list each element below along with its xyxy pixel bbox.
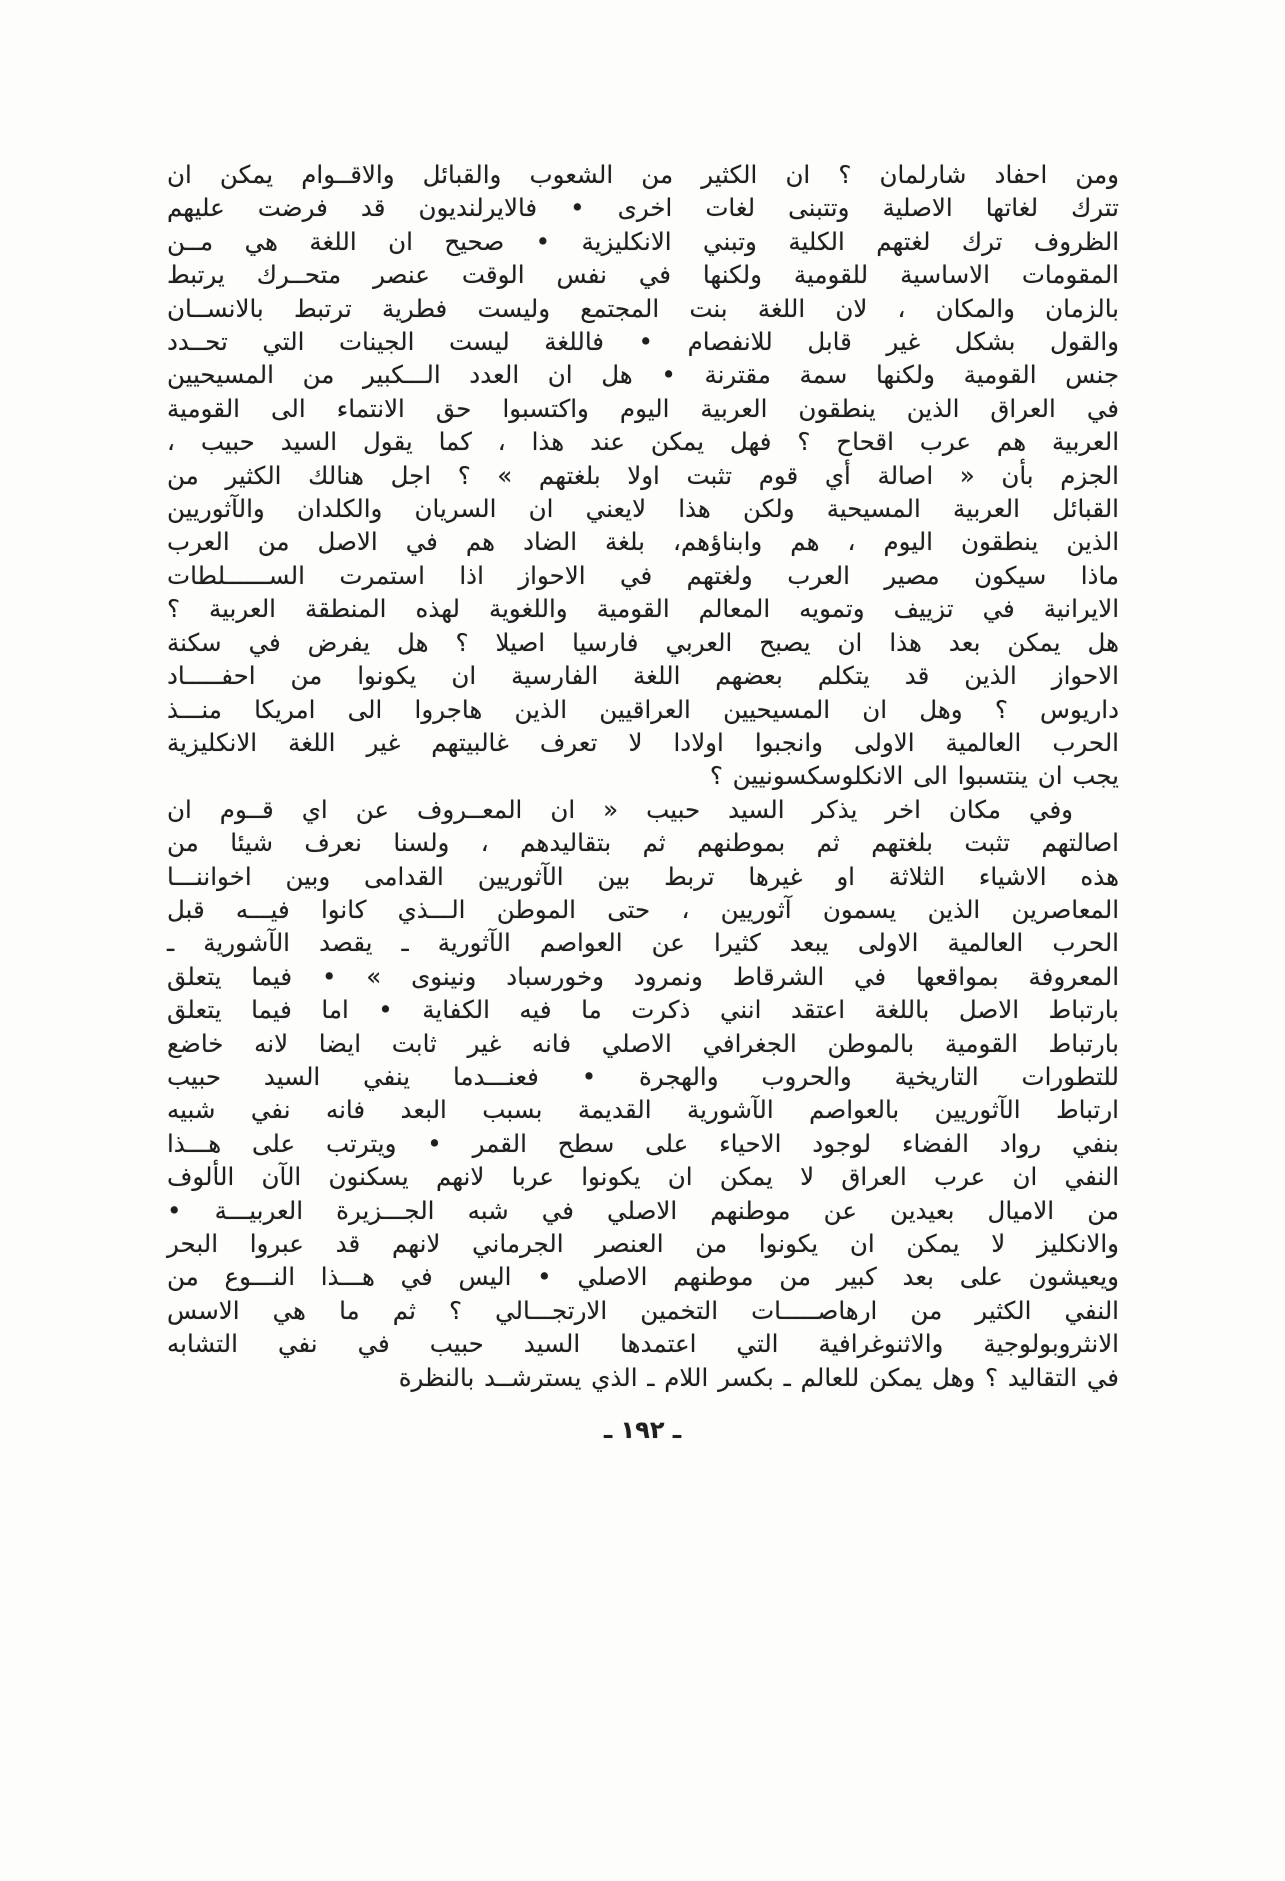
text-line: هذه الاشياء الثلاثة او غيرها تربط بين الآثوريين القدامى وبين اخواننـــا	[167, 861, 1119, 891]
text-line: الحرب العالمية الاولى يبعد كثيرا عن العواصم الآثورية ـ يقصد الآشورية ـ	[167, 928, 1119, 958]
text-line: يجب ان ينتسبوا الى الانكلوسكسونيين ؟	[709, 761, 1119, 791]
text-line: ارتباط الآثوريين بالعواصم الآشورية القديمة بسبب البعد فانه نفي شبيه	[167, 1095, 1119, 1125]
text-line: المعروفة بمواقعها في الشرقاط ونمرود وخورسباد ونينوى » • فيما يتعلق	[167, 961, 1119, 991]
text-line: بارتباط الاصل باللغة اعتقد انني ذكرت ما فيه الكفاية • اما فيما يتعلق	[167, 995, 1119, 1025]
page-number: ـ ١٩٢ ـ	[603, 1416, 682, 1444]
text-line: الايرانية في تزييف وتمويه المعالم القومية واللغوية لهذه المنطقة العربية ؟	[167, 594, 1119, 624]
text-line: وفي مكان اخر يذكر السيد حبيب « ان المعــروف عن اي قــوم ان	[167, 794, 1073, 824]
text-line: من الاميال بعيدين عن موطنهم الاصلي في شبه الجـــزيرة العربيـــة •	[167, 1195, 1119, 1225]
text-line: الحرب العالمية الاولى وانجبوا اولادا لا تعرف غالبيتهم غير اللغة الانكليزية	[167, 727, 1119, 757]
text-line: بنفي رواد الفضاء لوجود الاحياء على سطح القمر • ويترتب على هـــذا	[167, 1128, 1119, 1158]
text-line: اصالتهم تثبت بلغتهم ثم بموطنهم ثم بتقاليدهم ، ولسنا نعرف شيئا من	[167, 828, 1119, 858]
text-line: النفي الكثير من ارهاصـــــات التخمين الارتجـــالي ؟ ثم ما هي الاسس	[167, 1295, 1119, 1325]
page-text	[167, 158, 1119, 1394]
text-line: ومن احفاد شارلمان ؟ ان الكثير من الشعوب والقبائل والاقــوام يمكن ان	[167, 160, 1119, 189]
text-line: العربية هم عرب اقحاح ؟ فهل يمكن عند هذا ، كما يقول السيد حبيب ،	[167, 427, 1119, 457]
text-line: والقول بشكل غير قابل للانفصام • فاللغة ليست الجينات التي تحــدد	[167, 327, 1119, 357]
paragraph	[167, 793, 1119, 1394]
text-line: في العراق الذين ينطقون العربية اليوم واكتسبوا حق الانتماء الى القومية	[167, 393, 1119, 423]
text-line: والانكليز لا يمكن ان يكونوا من العنصر الجرماني لانهم قد عبروا البحر	[167, 1229, 1119, 1258]
text-line: بارتباط القومية بالموطن الجغرافي الاصلي فانه غير ثابت ايضا لانه خاضع	[167, 1028, 1119, 1058]
text-line: ماذا سيكون مصير العرب ولغتهم في الاحواز اذا استمرت الســــــلطات	[167, 560, 1119, 590]
text-line: جنس القومية ولكنها سمة مقترنة • هل ان العدد الـــكبير من المسيحيين	[167, 360, 1119, 390]
text-line: القبائل العربية المسيحية ولكن هذا لايعني ان السريان والكلدان والآثوريين	[167, 494, 1119, 524]
text-line: ويعيشون على بعد كبير من موطنهم الاصلي • اليس في هـــذا النـــوع من	[167, 1262, 1119, 1292]
text-line: بالزمان والمكان ، لان اللغة بنت المجتمع وليست فطرية ترتبط بالانســان	[167, 293, 1119, 323]
text-line: هل يمكن بعد هذا ان يصبح العربي فارسيا اصيلا ؟ هل يفرض في سكنة	[167, 627, 1119, 657]
text-line: المعاصرين الذين يسمون آثوريين ، حتى الموطن الـــذي كانوا فيـــه قبل	[167, 894, 1119, 924]
text-line: المقومات الاساسية للقومية ولكنها في نفس الوقت عنصر متحــرك يرتبط	[167, 260, 1119, 290]
text-line: الانثروبولوجية والاثنوغرافية التي اعتمدها السيد حبيب في نفي التشابه	[167, 1329, 1119, 1359]
text-line: داريوس ؟ وهل ان المسيحيين العراقيين الذين هاجروا الى امريكا منـــذ	[167, 694, 1119, 724]
text-line: في التقاليد ؟ وهل يمكن للعالم ـ بكسر اللام ـ الذي يسترشــد بالنظرة	[398, 1362, 1119, 1392]
text-line: النفي ان عرب العراق لا يمكن ان يكونوا عربا لانهم يسكنون الآن الألوف	[167, 1162, 1119, 1192]
text-line: الذين ينطقون اليوم ، هم وابناؤهم، بلغة الضاد هم في الاصل من العرب	[167, 527, 1119, 557]
text-line: الظروف ترك لغتهم الكلية وتبني الانكليزية • صحيح ان اللغة هي مــن	[167, 226, 1119, 256]
text-line: الجزم بأن « اصالة أي قوم تثبت اولا بلغتهم » ؟ اجل هنالك الكثير من	[167, 460, 1119, 490]
paragraph	[167, 158, 1119, 793]
text-line: للتطورات التاريخية والحروب والهجرة • فعنـــدما ينفي السيد حبيب	[167, 1061, 1119, 1091]
text-line: الاحواز الذين قد يتكلم بعضهم اللغة الفارسية ان يكونوا من احفـــــاد	[167, 661, 1119, 691]
text-line: تترك لغاتها الاصلية وتتبنى لغات اخرى • فالايرلنديون قد فرضت عليهم	[167, 193, 1119, 223]
